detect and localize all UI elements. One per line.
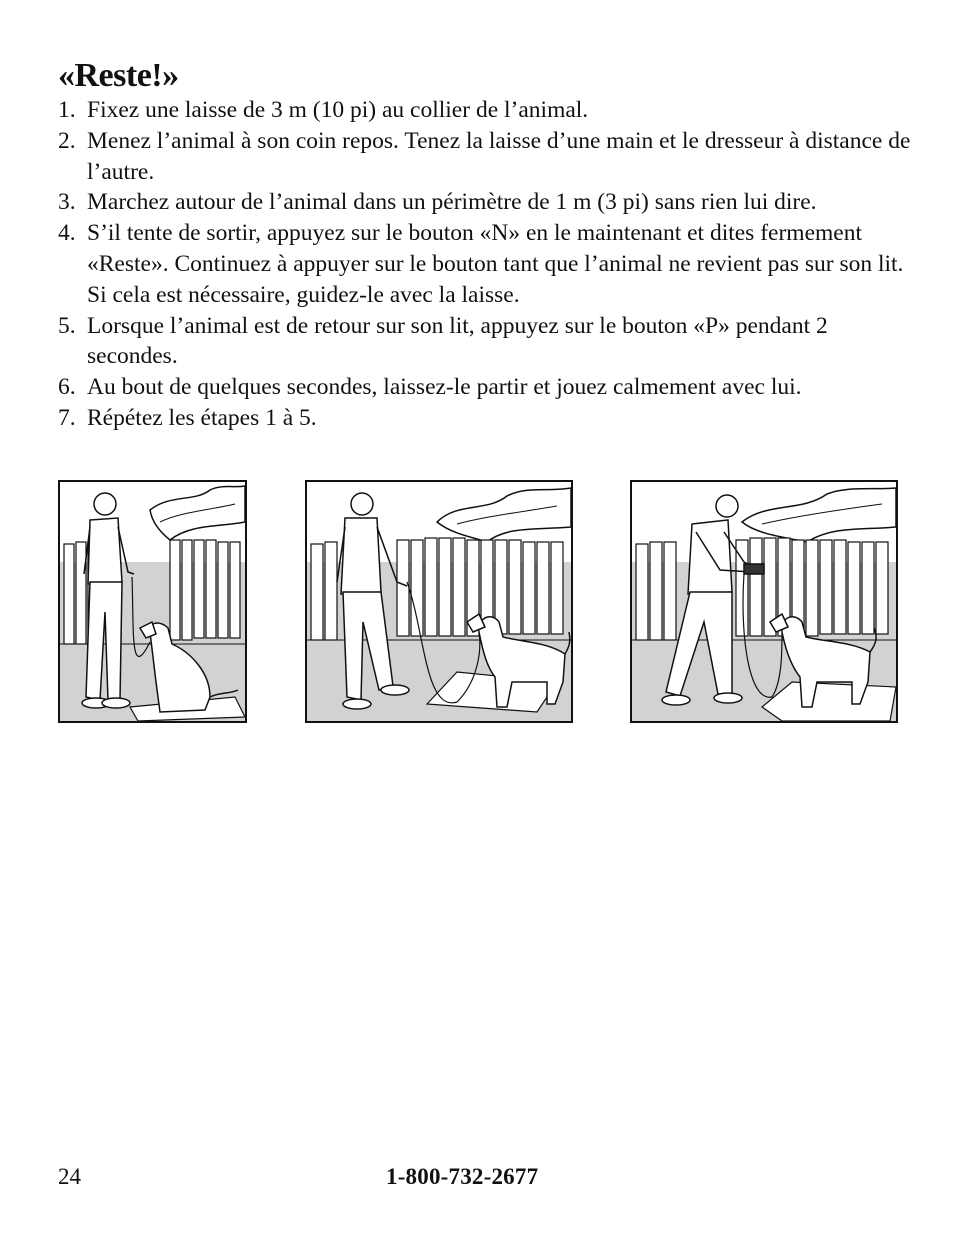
step-item: [58, 95, 918, 126]
step-item: [58, 372, 918, 403]
step-item: [58, 187, 918, 218]
illustration-panel-2: [305, 480, 573, 723]
man-pressing-button-dog-on-bed-illustration: [632, 482, 896, 721]
step-number: 5.: [58, 312, 76, 339]
step-item: [58, 218, 918, 310]
step-text: Fixez une laisse de 3 m (10 pi) au collier de l’animal.: [87, 97, 589, 123]
phone-number: 1-800-732-2677: [386, 1164, 539, 1189]
step-text: Lorsque l’animal est de retour sur son lit, appuyez sur le bouton «P» pendant 2 secondes.: [87, 312, 828, 370]
step-item: [58, 126, 918, 188]
step-text: S’il tente de sortir, appuyez sur le bouton «N» en le maintenant et dites fermement «Reste». Continuez à appuyer sur le bouton tant que l’animal ne revient pas sur son lit. Si cela est nécessaire, guidez-le avec la laisse.: [87, 220, 904, 308]
step-text: Au bout de quelques secondes, laissez-le partir et jouez calmement avec lui.: [87, 374, 802, 401]
step-number: 4.: [58, 220, 76, 247]
page-number: 24: [58, 1164, 81, 1189]
step-list: [58, 95, 918, 434]
step-number: 6.: [58, 374, 76, 401]
man-standing-dog-sitting-illustration: [60, 482, 245, 721]
step-number: 2.: [58, 127, 76, 154]
step-number: 1.: [58, 97, 76, 123]
step-text: Marchez autour de l’animal dans un périmètre de 1 m (3 pi) sans rien lui dire.: [87, 189, 817, 216]
step-text: Menez l’animal à son coin repos. Tenez la laisse d’une main et le dresseur à distance de l’autre.: [87, 127, 911, 185]
step-number: 7.: [58, 404, 76, 431]
illustration-panel-3: [630, 480, 898, 723]
man-walking-dog-standing-illustration: [307, 482, 571, 721]
step-number: 3.: [58, 189, 76, 216]
step-text: Répétez les étapes 1 à 5.: [87, 404, 317, 431]
page-title: «Reste!»: [58, 57, 179, 94]
step-item: [58, 311, 918, 373]
illustration-panel-1: [58, 480, 247, 723]
step-item: [58, 403, 918, 434]
